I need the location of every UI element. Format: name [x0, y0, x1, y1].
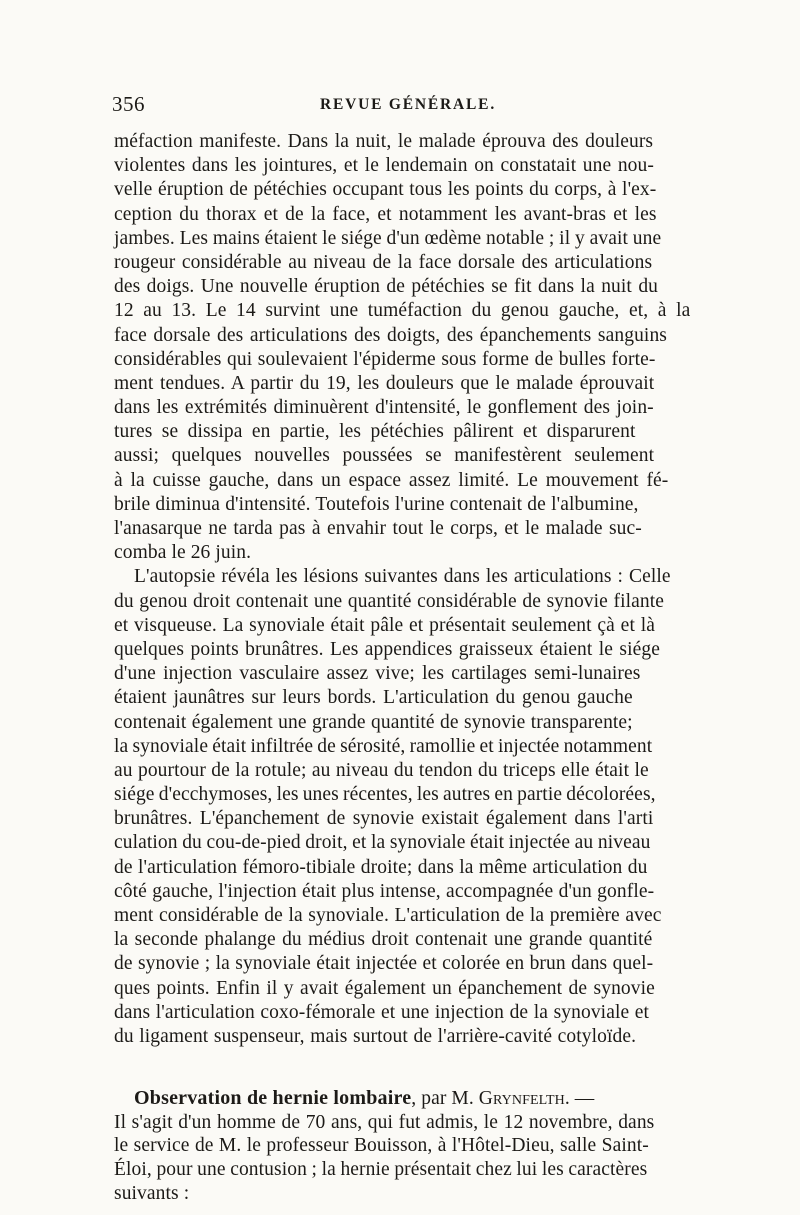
- text-line: étaient jaunâtres sur leurs bords. L'articulation du genou gauche: [114, 687, 633, 709]
- author-name: Grynfelth.: [478, 1088, 570, 1110]
- text-line: ception du thorax et de la face, et notamment les avant-bras et les: [114, 203, 657, 225]
- em-dash: —: [569, 1088, 595, 1110]
- section-hernie-lombaire: [114, 1087, 698, 1205]
- text-line: suivants :: [114, 1182, 190, 1204]
- text-line: au pourtour de la rotule; au niveau du tendon du triceps elle était le: [114, 759, 649, 781]
- text-line: ques points. Enfin il y avait également un épanchement de synovie: [114, 977, 655, 999]
- text-line: et visqueuse. La synoviale était pâle et présentait seulement çà et là: [114, 614, 656, 636]
- body-text: [114, 130, 698, 1205]
- text-line: méfaction manifeste. Dans la nuit, le malade éprouva des douleurs: [114, 131, 654, 152]
- running-head: REVUE GÉNÉRALE.: [320, 96, 496, 113]
- page-header: [112, 92, 698, 120]
- text-line: dans les extrémités diminuèrent d'intensité, le gonflement des join-: [114, 397, 654, 419]
- text-line: face dorsale des articulations des doigts, des épanchements sanguins: [114, 324, 667, 346]
- text-line: quelques points brunâtres. Les appendices graisseux étaient le siége: [114, 638, 660, 660]
- paragraph-case-description: [114, 130, 698, 565]
- author-prefix: , par M.: [411, 1088, 479, 1110]
- text-line: tures se dissipa en partie, les pétéchies pâlirent et disparurent: [114, 421, 636, 443]
- text-line: côté gauche, l'injection était plus intense, accompagnée d'un gonfle-: [114, 880, 655, 902]
- text-line: culation du cou-de-pied droit, et la synoviale était injectée au niveau: [114, 832, 651, 854]
- text-line: contenait également une grande quantité de synovie transparente;: [114, 711, 633, 733]
- text-line: ment tendues. A partir du 19, les douleurs que le malade éprouvait: [114, 372, 655, 394]
- text-line: brunâtres. L'épanchement de synovie existait également dans l'arti: [114, 808, 654, 830]
- page-number: 356: [112, 92, 145, 116]
- text-line: siége d'ecchymoses, les unes récentes, les autres en partie décolorées,: [114, 784, 656, 806]
- text-line: 12 au 13. Le 14 survint une tuméfaction du genou gauche, et, à la: [114, 300, 691, 322]
- text-line: de synovie ; la synoviale était injectée et colorée en brun dans quel-: [114, 953, 654, 975]
- text-line: la seconde phalange du médius droit contenait une grande quantité: [114, 929, 653, 951]
- text-line: à la cuisse gauche, dans un espace assez limité. Le mouvement fé-: [114, 469, 669, 491]
- text-line: de l'articulation fémoro-tibiale droite; dans la même articulation du: [114, 856, 648, 878]
- text-line: rougeur considérable au niveau de la face dorsale des articulations: [114, 251, 653, 273]
- section-title: Observation de hernie lombaire: [134, 1087, 412, 1110]
- text-line: la synoviale était infiltrée de sérosité, ramollie et injectée notamment: [114, 735, 653, 757]
- text-line: violentes dans les jointures, et le lendemain on constatait une nou-: [114, 155, 654, 177]
- text-line: L'autopsie révéla les lésions suivantes dans les articulations : Celle: [134, 566, 671, 588]
- text-line: Éloi, pour une contusion ; la hernie présentait chez lui les caractères: [114, 1158, 648, 1180]
- text-line: considérables qui soulevaient l'épiderme sous forme de bulles forte-: [114, 348, 656, 370]
- text-line: du genou droit contenait une quantité considérable de synovie filante: [114, 590, 665, 612]
- text-line: aussi; quelques nouvelles poussées se manifestèrent seulement: [114, 445, 655, 467]
- text-line: jambes. Les mains étaient le siége d'un œdème notable ; il y avait une: [114, 227, 662, 249]
- text-line: le service de M. le professeur Bouisson, à l'Hôtel-Dieu, salle Saint-: [114, 1135, 649, 1157]
- section-gap: [114, 1049, 698, 1087]
- text-line: l'anasarque ne tarda pas à envahir tout le corps, et le malade suc-: [114, 518, 642, 539]
- text-line: dans l'articulation coxo-fémorale et une injection de la synoviale et: [114, 1001, 650, 1023]
- text-line: comba le 26 juin.: [114, 542, 252, 564]
- paragraph-autopsy: [114, 565, 698, 1049]
- text-line: ment considérable de la synoviale. L'articulation de la première avec: [114, 905, 662, 926]
- text-line: velle éruption de pétéchies occupant tous les points du corps, à l'ex-: [114, 179, 657, 201]
- text-line: d'une injection vasculaire assez vive; les cartilages semi-lunaires: [114, 663, 641, 685]
- text-line: du ligament suspenseur, mais surtout de l'arrière-cavité cotyloïde.: [114, 1025, 637, 1047]
- text-line: des doigs. Une nouvelle éruption de pétéchies se fit dans la nuit du: [114, 276, 659, 298]
- section-heading-line: [114, 1087, 698, 1111]
- text-line: brile diminua d'intensité. Toutefois l'urine contenait de l'albumine,: [114, 493, 639, 515]
- text-line: Il s'agit d'un homme de 70 ans, qui fut admis, le 12 novembre, dans: [114, 1111, 655, 1133]
